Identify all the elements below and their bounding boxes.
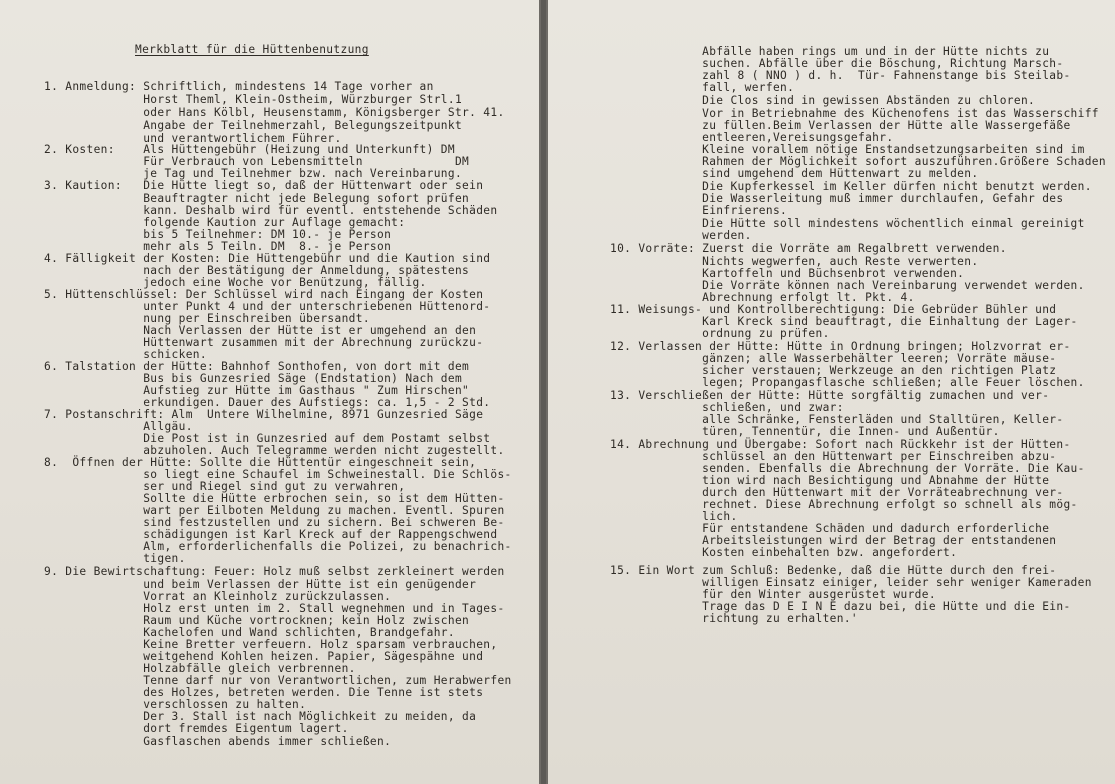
text-line: Holzabfälle gleich verbrennen. (44, 662, 356, 675)
text-line: entleeren,Vereisungsgefahr. (610, 131, 894, 144)
text-line: jedoch eine Woche vor Benützung, fällig. (44, 276, 427, 289)
text-line: Für entstandene Schäden und dadurch erforderliche (610, 522, 1050, 535)
text-line: schicken. (44, 348, 207, 361)
text-line: 2. Kosten: Als Hüttengebühr (Heizung und Unterkunft) DM (44, 143, 455, 156)
text-line: Allgäu. (44, 420, 193, 433)
text-line: Holz erst unten im 2. Stall wegnehmen und in Tages- (44, 602, 505, 615)
right-page (546, 0, 1115, 784)
text-line: Für Verbrauch von Lebensmitteln DM (44, 155, 470, 168)
text-line: Tenne darf nur von Verantwortlichen, zum Herabwerfen (44, 674, 512, 687)
text-line: verschlossen zu halten. (44, 698, 307, 711)
text-line: 10. Vorräte: Zuerst die Vorräte am Regalbrett verwenden. (610, 242, 1007, 255)
left-page (0, 0, 541, 784)
text-line: schlüssel an den Hüttenwart per Einschreiben abzu- (610, 450, 1057, 463)
text-line: Alm, erforderlichenfalls die Polizei, zu benachrich- (44, 540, 512, 553)
text-line: Trage das D E I N E dazu bei, die Hütte und die Ein- (610, 600, 1071, 613)
text-line: willigen Einsatz einiger, leider sehr weniger Kameraden (610, 576, 1092, 589)
text-line: kann. Deshalb wird für eventl. entstehende Schäden (44, 204, 498, 217)
text-line: Der 3. Stall ist nach Möglichkeit zu meiden, da (44, 710, 477, 723)
text-line: zu füllen.Beim Verlassen der Hütte alle Wassergefäße (610, 119, 1071, 132)
text-line: mehr als 5 Teiln. DM 8.- je Person (44, 240, 392, 253)
text-line: Die Post ist in Gunzesried auf dem Postamt selbst (44, 432, 491, 445)
text-line: türen, Tennentür, die Innen- und Außentür. (610, 425, 1000, 438)
text-line: abzuholen. Auch Telegramme werden nicht zugestellt. (44, 444, 505, 457)
text-line: Abrechnung erfolgt lt. Pkt. 4. (610, 291, 915, 304)
text-line: Gasflaschen abends immer schließen. (44, 735, 392, 748)
text-line: Kosten einbehalten bzw. angefordert. (610, 546, 958, 559)
text-line: 8. Öffnen der Hütte: Sollte die Hüttentür eingeschneit sein, (44, 456, 477, 469)
text-line: oder Hans Kölbl, Heusenstamm, Königsberger Str. 41. (44, 106, 505, 119)
text-line: Die Wasserleitung muß immer durchlaufen, Gefahr des (610, 192, 1064, 205)
text-line: lich. (610, 510, 738, 523)
text-line: fall, werfen. (610, 81, 795, 94)
text-line: tigen. (44, 552, 186, 565)
text-line: 5. Hüttenschlüssel: Der Schlüssel wird nach Eingang der Kosten (44, 288, 484, 301)
text-line: Horst Theml, Klein-Ostheim, Würzburger Strl.1 (44, 93, 463, 106)
text-line: schließen, und zwar: (610, 401, 844, 414)
text-line: Hüttenwart zusammen mit der Abrechnung zurückzu- (44, 336, 484, 349)
text-line: zahl 8 ( NNO ) d. h. Tür- Fahnenstange bis Steilab- (610, 69, 1071, 82)
text-line: weitgehend Kohlen heizen. Papier, Sägespähne und (44, 650, 484, 663)
text-line: 6. Talstation der Hütte: Bahnhof Sonthofen, von dort mit dem (44, 360, 470, 373)
document-title: Merkblatt für die Hüttenbenutzung (135, 43, 369, 56)
text-line: des Holzes, betreten werden. Die Tenne ist stets (44, 686, 484, 699)
text-line: 13. Verschließen der Hütte: Hütte sorgfältig zumachen und ver- (610, 389, 1050, 402)
text-line: durch den Hüttenwart mit der Vorräteabrechnung ver- (610, 486, 1064, 499)
text-line: Die Vorräte können nach Vereinbarung verwendet werden. (610, 279, 1085, 292)
text-line: je Tag und Teilnehmer bzw. nach Vereinbarung. (44, 167, 463, 180)
text-line: 4. Fälligkeit der Kosten: Die Hüttengebühr und die Kaution sind (44, 252, 491, 265)
text-line: Nichts wegwerfen, auch Reste verwerten. (610, 255, 979, 268)
text-line: Kartoffeln und Büchsenbrot verwenden. (610, 267, 965, 280)
text-line: legen; Propangasflasche schließen; alle Feuer löschen. (610, 376, 1085, 389)
text-line: bis 5 Teilnehmer: DM 10.- je Person (44, 228, 392, 241)
text-line: so liegt eine Schaufel im Schweinestall. Die Schlös- (44, 468, 512, 481)
text-line: alle Schränke, Fensterläden und Stalltüren, Keller- (610, 413, 1064, 426)
text-line: 14. Abrechnung und Übergabe: Sofort nach Rückkehr ist der Hütten- (610, 438, 1071, 451)
text-line: sind festzustellen und zu sichern. Bei schweren Be- (44, 516, 505, 529)
text-line: wart per Eilboten Meldung zu machen. Eventl. Spuren (44, 504, 505, 517)
text-line: Arbeitsleistungen wird der Betrag der entstandenen (610, 534, 1057, 547)
text-line: Kachelofen und Wand schlichten, Brandgefahr. (44, 626, 455, 639)
text-line: nung per Einschreiben übersandt. (44, 312, 370, 325)
text-line: 3. Kaution: Die Hütte liegt so, daß der Hüttenwart oder sein (44, 179, 484, 192)
text-line: Vor in Betriebnahme des Küchenofens ist das Wasserschiff (610, 107, 1099, 120)
text-line: 1. Anmeldung: Schriftlich, mindestens 14 Tage vorher an (44, 80, 434, 93)
text-line: Raum und Küche vortrocknen; kein Holz zwischen (44, 614, 470, 627)
text-line: werden. (610, 229, 752, 242)
text-line: 12. Verlassen der Hütte: Hütte in Ordnung bringen; Holzvorrat er- (610, 340, 1071, 353)
text-line: richtung zu erhalten.' (610, 612, 858, 625)
text-line: erkundigen. Dauer des Aufstiegs: ca. 1,5 - 2 Std. (44, 396, 491, 409)
text-line: Abfälle haben rings um und in der Hütte nichts zu (610, 45, 1050, 58)
text-line: 11. Weisungs- und Kontrollberechtigung: Die Gebrüder Bühler und (610, 303, 1057, 316)
text-line: und beim Verlassen der Hütte ist ein genügender (44, 578, 477, 591)
text-line: Die Hütte soll mindestens wöchentlich einmal gereinigt (610, 217, 1085, 230)
text-line: tion wird nach Besichtigung und Abnahme der Hütte (610, 474, 1050, 487)
text-line: Bus bis Gunzesried Säge (Endstation) Nach dem (44, 372, 463, 385)
text-line: Beauftragter nicht jede Belegung sofort prüfen (44, 192, 470, 205)
text-line: gänzen; alle Wasserbehälter leeren; Vorräte mäuse- (610, 352, 1057, 365)
text-line: unter Punkt 4 und der unterschriebenen Hüttenord- (44, 300, 491, 313)
text-line: Angabe der Teilnehmerzahl, Belegungszeitpunkt (44, 119, 463, 132)
text-line: ordnung zu prüfen. (610, 327, 830, 340)
text-line: Sollte die Hütte erbrochen sein, so ist dem Hütten- (44, 492, 505, 505)
text-line: Die Clos sind in gewissen Abständen zu chloren. (610, 94, 1036, 107)
text-line: ser und Riegel sind gut zu verwahren, (44, 480, 406, 493)
text-line: suchen. Abfälle über die Böschung, Richtung Marsch- (610, 57, 1064, 70)
text-line: für den Winter ausgerüstet wurde. (610, 588, 936, 601)
text-line: Die Kupferkessel im Keller dürfen nicht benutzt werden. (610, 180, 1092, 193)
text-line: sind umgehend dem Hüttenwart zu melden. (610, 167, 979, 180)
text-line: rechnet. Diese Abrechnung erfolgt so schnell als mög- (610, 498, 1078, 511)
text-line: sicher verstauen; Werkzeuge an den richtigen Platz (610, 364, 1057, 377)
text-line: Nach Verlassen der Hütte ist er umgehend an den (44, 324, 477, 337)
text-line: und verantwortlichem Führer. (44, 132, 342, 145)
text-line: nach der Bestätigung der Anmeldung, spätestens (44, 264, 470, 277)
text-line: schädigungen ist Karl Kreck auf der Rappengschwend (44, 528, 498, 541)
text-line: folgende Kaution zur Auflage gemacht: (44, 216, 406, 229)
text-line: Rahmen der Möglichkeit sofort auszuführen.Größere Schaden (610, 155, 1106, 168)
text-line: Kleine vorallem nötige Enstandsetzungsarbeiten sind im (610, 143, 1085, 156)
text-line: Vorrat an Kleinholz zurückzulassen. (44, 590, 392, 603)
text-line: Einfrierens. (610, 204, 788, 217)
text-line: 15. Ein Wort zum Schluß: Bedenke, daß die Hütte durch den frei- (610, 564, 1057, 577)
text-line: senden. Ebenfalls die Abrechnung der Vorräte. Die Kau- (610, 462, 1085, 475)
text-line: 9. Die Bewirtschaftung: Feuer: Holz muß selbst zerkleinert werden (44, 565, 505, 578)
text-line: Karl Kreck sind beauftragt, die Einhaltung der Lager- (610, 315, 1078, 328)
text-line: Aufstieg zur Hütte im Gasthaus " Zum Hirschen" (44, 384, 470, 397)
text-line: 7. Postanschrift: Alm Untere Wilhelmine, 8971 Gunzesried Säge (44, 408, 484, 421)
text-line: dort fremdes Eigentum lagert. (44, 722, 349, 735)
text-line: Keine Bretter verfeuern. Holz sparsam verbrauchen, (44, 638, 498, 651)
